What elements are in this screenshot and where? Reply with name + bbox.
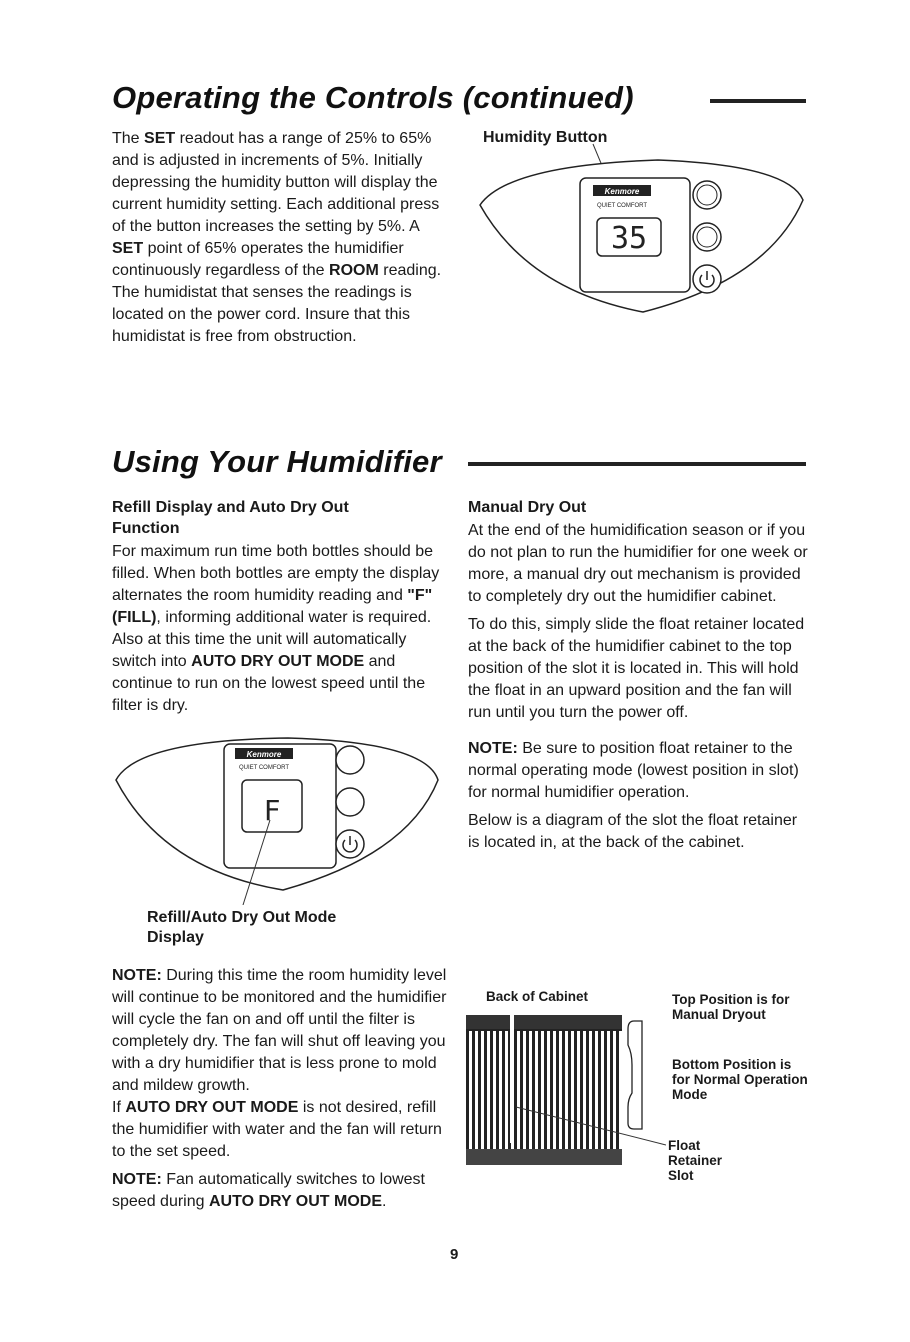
grill-slat [595,1031,598,1149]
manual-dry-out-heading: Manual Dry Out [468,499,587,516]
bold-text: SET [112,240,144,257]
left-column [112,497,452,723]
grill-slat [481,1031,484,1149]
fan-button-icon [336,746,364,774]
grill-slat [619,1031,622,1149]
text: Be sure to position float retainer to the normal operating mode (lowest position in slot) for normal humidifier operation. [468,740,799,801]
svg-text:QUIET COMFORT: QUIET COMFORT [238,765,290,771]
text: The [112,130,145,147]
fan-note-paragraph [112,1169,452,1213]
grill-slat [547,1031,550,1149]
grill-slat [607,1031,610,1149]
grill-slat [553,1031,556,1149]
refill-display-figure [108,720,448,905]
section-title-operating-controls: Operating the Controls (continued) [112,80,634,115]
bold-text: AUTO DRY OUT MODE [191,653,365,670]
bold-text: SET [144,130,176,147]
slot-outline [628,1021,642,1129]
grill-slat [505,1031,508,1149]
bottom-position-label: Bottom Position is for Normal Operation Mode [672,1057,808,1102]
title-rule [710,99,806,103]
svg-text:Kenmore: Kenmore [246,750,282,759]
bold-text: AUTO DRY OUT MODE [125,1099,299,1116]
text: At the end of the humidification season or if you do not plan to run the humidifier for one week or more, a manual dry out mechanism is provided to completely dry out the humidifier cabinet. [468,522,808,605]
float-retainer-slot-label: Float Retainer Slot [668,1138,723,1183]
grill-slat [517,1031,520,1149]
section-title-using-humidifier: Using Your Humidifier [112,444,442,479]
text: During this time the room humidity level will continue to be monitored and the humidifier will cycle the fan on and off until the filter is completely dry. The fan will shut off leaving you with a dry humidifier that is less prone to mold and mildew growth. [112,967,447,1094]
grill-slat [541,1031,544,1149]
grill-slat [529,1031,532,1149]
grill-slat [469,1031,472,1149]
page-number: 9 [450,1246,459,1263]
text: Fan automatically switches to lowest speed during [112,1171,425,1210]
grill-slat [583,1031,586,1149]
grill-slat [589,1031,592,1149]
title-rule [468,462,806,466]
cabinet-slot-diagram [466,1015,666,1165]
grill-slat [523,1031,526,1149]
control-panel-figure [468,130,813,325]
right-column [468,497,810,860]
bold-text: ROOM [329,262,379,279]
float-retainer-slot [510,1015,514,1143]
text: point of 65% operates the humidifier continuously regardless of the [112,240,404,279]
text: To do this, simply slide the float retainer located at the back of the humidifier cabinet to the top position of the slot it is located in. This will hold the float in an upward position and the fan will run until you turn the power off. [468,616,805,721]
grill-slat [559,1031,562,1149]
set-readout-paragraph [112,128,450,348]
bold-text: NOTE: [112,967,162,984]
humidity-button-label: Humidity Button [483,129,608,146]
lcd-value: F [263,794,281,827]
svg-text:Kenmore: Kenmore [604,187,640,196]
grill-slat [475,1031,478,1149]
refill-paragraph [112,541,452,717]
text: . [382,1193,387,1210]
manual-dry-note [468,738,810,804]
svg-text:QUIET COMFORT: QUIET COMFORT [596,203,648,209]
grill-slat [493,1031,496,1149]
humidity-button-icon [336,788,364,816]
back-of-cabinet-label: Back of Cabinet [486,989,589,1004]
text: readout has a range of 25% to 65% and is adjusted in increments of 5%. Initially depressing the humidity button will display the current humidity setting. Each additional press of the button increases the setting by 5%. A [112,130,440,235]
grill-slat [499,1031,502,1149]
text: reading. The humidistat that senses the readings is located on the power cord. Insure that this humidistat is free from obstruction. [112,262,442,345]
text: Below is a diagram of the slot the float retainer is located in, at the back of the cabinet. [468,812,798,851]
text: , informing additional water is required. Also at this time the unit will automatically switch into [112,609,432,670]
note-paragraph [112,965,452,1097]
text: If [112,1099,126,1116]
refill-display-heading: Refill Display and Auto Dry Out Function [112,499,349,537]
refill-display-caption: Refill/Auto Dry Out Mode Display [147,909,337,946]
text: For maximum run time both bottles should be filled. When both bottles are empty the display alternates the room humidity reading and [112,543,440,604]
grill-slat [577,1031,580,1149]
left-column-notes [112,965,452,1219]
grill-slat [565,1031,568,1149]
grill-slat [487,1031,490,1149]
manual-dry-paragraph-2 [468,614,810,724]
top-position-label: Top Position is for Manual Dryout [672,992,790,1022]
manual-dry-paragraph-1 [468,520,810,608]
grill-slat [535,1031,538,1149]
bold-text: NOTE: [468,740,518,757]
text: is not desired, refill the humidifier with water and the fan will return to the set speed. [112,1099,442,1160]
text: and continue to run on the lowest speed until the filter is dry. [112,653,426,714]
bold-text: "F" (FILL) [112,587,433,626]
grill-slat [601,1031,604,1149]
lcd-value: 35 [610,221,648,256]
bold-text: NOTE: [112,1171,162,1188]
grill-slat [571,1031,574,1149]
bold-text: AUTO DRY OUT MODE [208,1193,383,1210]
auto-dry-paragraph [112,1097,452,1163]
manual-dry-paragraph-3 [468,810,810,854]
